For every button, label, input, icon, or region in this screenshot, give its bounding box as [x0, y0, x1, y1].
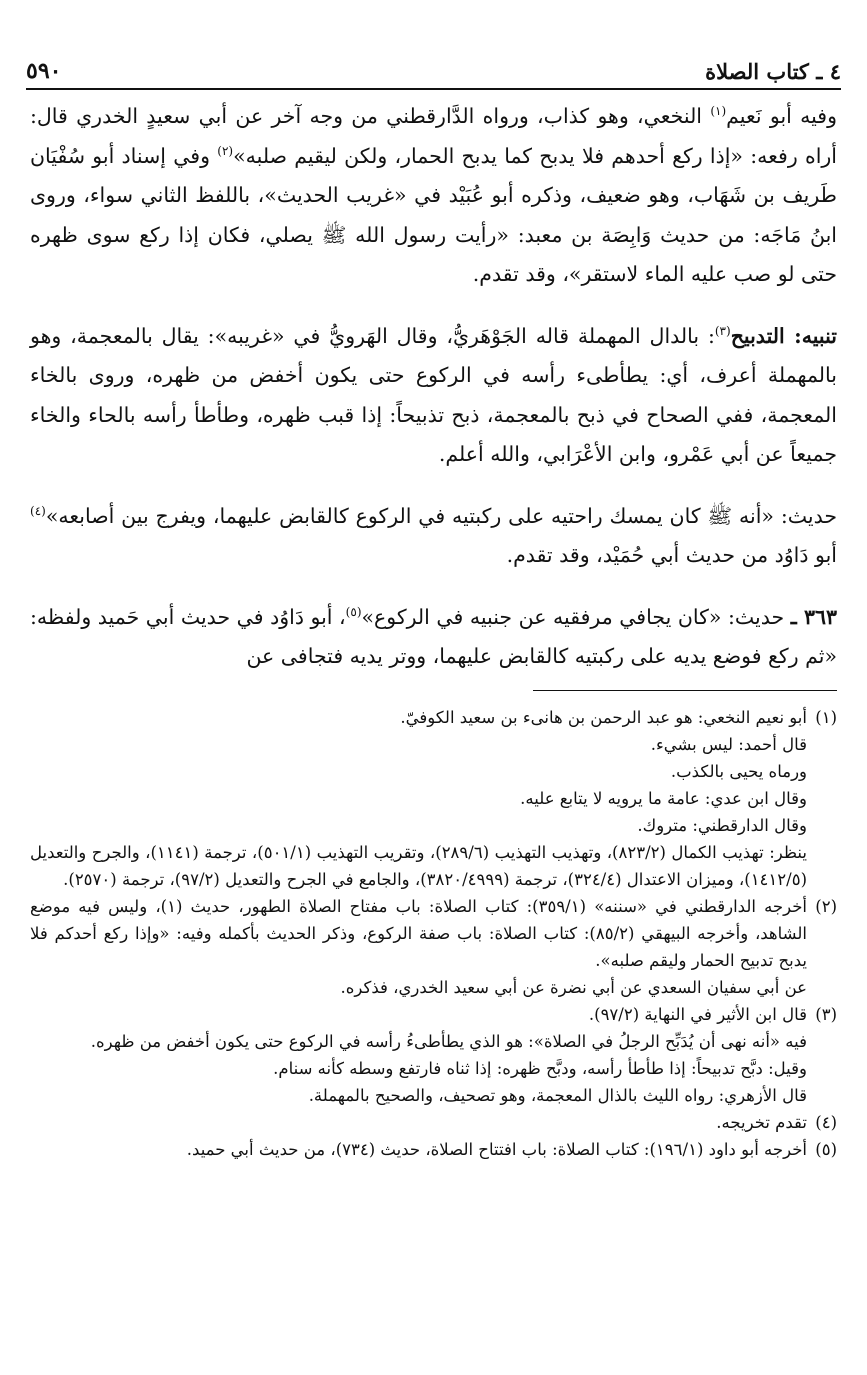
- text-run: وفي إسناد أبو سُفْيَان طَريف بن شَهَاب، وهو ضعيف، وذكره أبو عُبَيْد في «غريب الحديث»، باللفظ الثاني سواء، وروى ابنُ مَاجَه: من حديث وَابِصَة بن معبد: «رأيت رسول الله ﷺ يصلي، فكان إذا ركع سوى ظهره حتى لو صب عليه الماء لاستقر»، وقد تقدم.: [30, 143, 837, 286]
- footnote-line: قال الأزهري: رواه الليث بالذال المعجمة، وهو تصحيف، والصحيح بالمهملة.: [308, 1086, 807, 1105]
- text-run: : بالدال المهملة قاله الجَوْهَريُّ، وقال الهَرويُّ في «غريبه»: يقال بالمعجمة، وهو بالمهملة أعرف، أي: يطأطىء رأسه في الركوع حتى يكون أخفض من ظهره، وروى بالخاء المعجمة، ففي الصحاح في ذبح بالمعجمة، ذبح تذبيحاً: إذا قبب ظهره، وطأطأ رأسه بالحاء والخاء جميعاً عن أبي عَمْرو، وابن الأعْرَابي، والله أعلم.: [30, 323, 837, 466]
- footnote-line: ينظر: تهذيب الكمال (٨٢٣/٢)، وتهذيب التهذيب (٢٨٩/٦)، وتقريب التهذيب (٥٠١/١)، ترجمة (١١٤١)، والجرح والتعديل (١٤١٢/٥)، وميزان الاعتدال (٣٢٤/٤)، ترجمة (٣٨٢٠/٤٩٩٩)، والجامع في الجرح والتعديل (٩٧/٢)، ترجمة (٢٥٧٠).: [30, 843, 807, 889]
- footnote-line: وقال الدارقطني: متروك.: [637, 816, 807, 835]
- text-run: أبو دَاوُد من حديث أبي حُمَيْد، وقد تقدم.: [506, 543, 837, 567]
- footnote-body: [30, 1109, 807, 1136]
- footnote-number: (٥): [815, 1140, 837, 1159]
- footnote-line: أبو نعيم النخعي: هو عبد الرحمن بن هانىء بن سعيد الكوفيّ.: [400, 708, 807, 727]
- text-run: حديث: «كان يجافي مرفقيه عن جنبيه في الركوع»: [361, 604, 785, 629]
- footnote-body: [30, 1001, 807, 1109]
- running-header: [26, 50, 841, 90]
- footnote-line: قال ابن الأثير في النهاية (٩٧/٢).: [588, 1005, 807, 1024]
- footnote-reference: (١): [710, 104, 727, 119]
- footnote-line: عن أبي سفيان السعدي عن أبي نضرة عن أبي سعيد الخدري، فذكره.: [340, 978, 807, 997]
- footnote-number: (٢): [815, 897, 837, 916]
- paragraph: [30, 317, 837, 475]
- hadith-number: ٣٦٣ ـ: [790, 604, 837, 629]
- chapter-title: ٤ ـ كتاب الصلاة: [705, 59, 841, 84]
- footnote: [30, 1001, 837, 1109]
- page-number: ٥٩٠: [26, 58, 62, 84]
- footnote-body: [30, 704, 807, 893]
- footnote-separator: [533, 690, 837, 691]
- footnote-line: تقدم تخريجه.: [716, 1113, 807, 1132]
- text-run: حديث: «أنه ﷺ كان يمسك راحتيه على ركبتيه في الركوع كالقابض عليهما، ويفرج بين أصابعه»: [45, 503, 837, 528]
- footnote: [30, 704, 837, 893]
- footnote-line: وقال ابن عدي: عامة ما يرويه لا يتابع عليه.: [520, 789, 807, 808]
- footnote-body: [30, 1136, 807, 1163]
- footnotes: [30, 704, 837, 1163]
- footnote-number: (١): [815, 708, 837, 727]
- footnote: [30, 1109, 837, 1136]
- footnote-reference: (٥): [345, 604, 362, 619]
- main-text: [30, 97, 837, 677]
- text-run: وفيه أبو نَعيم: [726, 104, 838, 128]
- text-run: ، أبو دَاوُد في حديث أبي حَميد ولفظه: «ثم ركع فوضع يديه على ركبتيه كالقابض عليهما، ووتر يديه فتجافى عن: [30, 604, 837, 668]
- footnote: [30, 893, 837, 1001]
- footnote-number: (٤): [815, 1113, 837, 1132]
- footnote-line: فيه «أنه نهى أن يُدَبِّح الرجلُ في الصلاة»: هو الذي يطأطىءُ رأسه في الركوع حتى يكون أخفض من ظهره.: [90, 1032, 807, 1051]
- footnote-reference: (٢): [217, 143, 234, 158]
- footnote-line: قال أحمد: ليس بشيء.: [650, 735, 807, 754]
- footnote-line: أخرجه الدارقطني في «سننه» (٣٥٩/١): كتاب الصلاة: باب مفتاح الصلاة الطهور، حديث (١)، وليس فيه موضع الشاهد، وأخرجه البيهقي (٨٥/٢): كتاب الصلاة: باب صفة الركوع، وذكر الحديث بأكمله وفيه: «وإذا ركع أحدكم فلا يدبح تدبيح الحمار وليقم صلبه».: [30, 897, 808, 970]
- paragraph: [30, 497, 837, 576]
- footnote-line: وقيل: دبَّح تدبيحاً: إذا طأطأ رأسه، ودبَّح ظهره: إذا ثناه فارتفع وسطه كأنه سنام.: [273, 1059, 807, 1078]
- footnote-line: ورماه يحيى بالكذب.: [670, 762, 807, 781]
- paragraph: [30, 598, 837, 677]
- text-run: النخعي، وهو كذاب، ورواه الدَّارقطني من وجه آخر عن أبي سعيدٍ الخدري قال: أراه رفعه: «إذا ركع أحدهم فلا يدبح كما يدبح الحمار، ولكن ليقيم صلبه»: [30, 104, 837, 168]
- footnote: [30, 1136, 837, 1163]
- note-heading: تنبيه: التدبيح: [730, 323, 837, 348]
- paragraph: [30, 97, 837, 295]
- footnote-reference: (٤): [30, 503, 46, 518]
- footnote-number: (٣): [815, 1005, 837, 1024]
- footnote-reference: (٣): [714, 323, 731, 338]
- footnote-line: أخرجه أبو داود (١٩٦/١): كتاب الصلاة: باب افتتاح الصلاة، حديث (٧٣٤)، من حديث أبي حميد.: [186, 1140, 807, 1159]
- footnote-body: [30, 893, 807, 1001]
